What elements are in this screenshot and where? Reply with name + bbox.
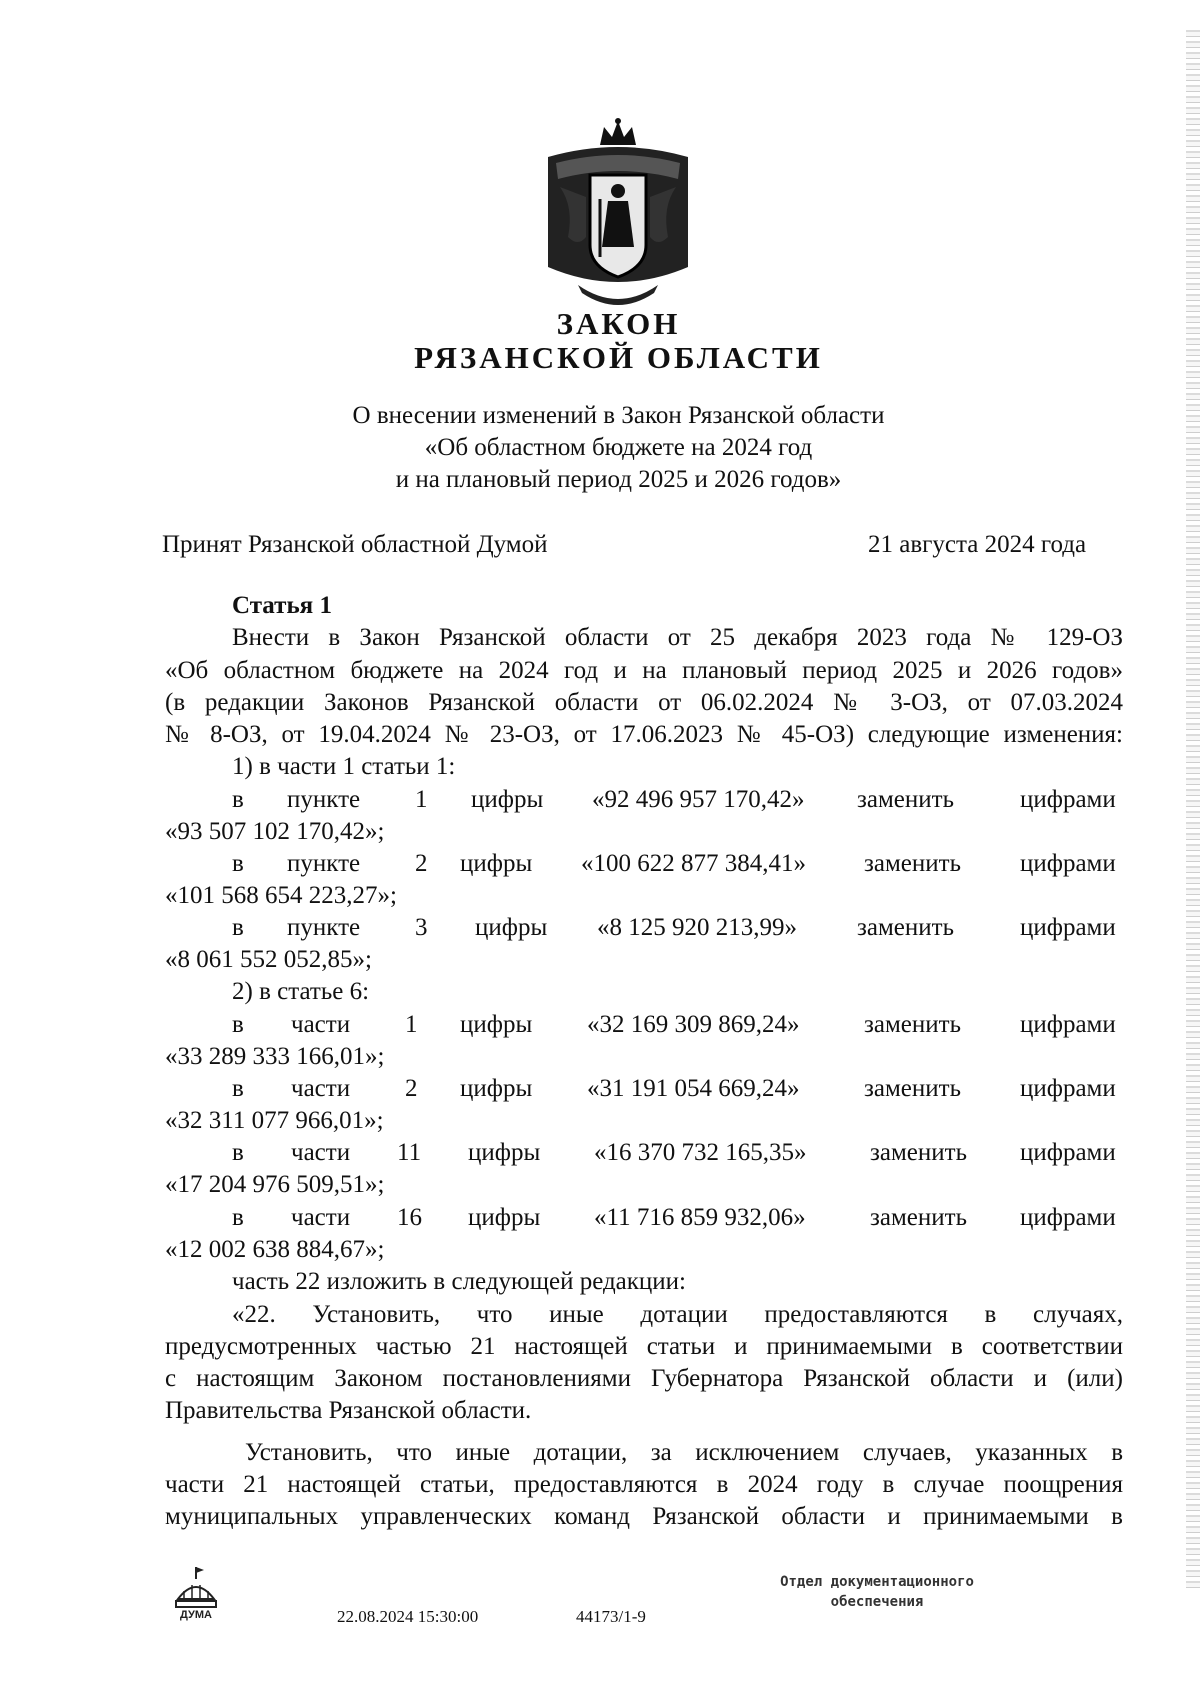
- old-value: «100 622 877 384,41»: [581, 850, 806, 877]
- change-word: в: [232, 850, 244, 877]
- change-word: цифрами: [1020, 1139, 1116, 1166]
- change-number: 3: [415, 914, 428, 941]
- change-word: заменить: [864, 1075, 961, 1102]
- change-word: части: [291, 1204, 351, 1231]
- change-word: цифры: [471, 786, 544, 813]
- scan-edge: [1186, 30, 1200, 1590]
- change-number: 1: [405, 1011, 418, 1038]
- item2-heading: 2) в статье 6:: [232, 978, 370, 1005]
- paragraph-line: муниципальных управленческих команд Рязанской области и принимаемыми в: [165, 1503, 1123, 1530]
- change-word: цифры: [460, 1011, 533, 1038]
- old-value: «31 191 054 669,24»: [587, 1075, 800, 1102]
- paragraph-line: Установить, что иные дотации, за исключением случаев, указанных в: [245, 1439, 1123, 1466]
- change-row: [165, 1074, 1123, 1104]
- change-word: в: [232, 786, 244, 813]
- change-number: 2: [415, 850, 428, 877]
- law-region-title: РЯЗАНСКОЙ ОБЛАСТИ: [414, 340, 823, 375]
- change-word: пункте: [287, 914, 361, 941]
- change-row: [165, 913, 1123, 943]
- change-number: 11: [397, 1139, 422, 1166]
- part22-heading: часть 22 изложить в следующей редакции:: [232, 1268, 687, 1295]
- paragraph-line: «22. Установить, что иные дотации предоставляются в случаях,: [232, 1301, 1123, 1328]
- stamp-line2: обеспечения: [830, 1594, 924, 1610]
- change-row: [165, 785, 1123, 815]
- change-word: части: [291, 1075, 351, 1102]
- change-word: заменить: [857, 914, 954, 941]
- change-row: [165, 1010, 1123, 1040]
- article-intro-line: (в редакции Законов Рязанской области от 06.02.2024 № 3-ОЗ, от 07.03.2024: [165, 689, 1123, 716]
- paragraph-line: с настоящим Законом постановлениями Губернатора Рязанской области и (или): [165, 1365, 1123, 1392]
- new-value: «101 568 654 223,27»;: [165, 882, 397, 909]
- change-word: пункте: [287, 786, 361, 813]
- stamp-line1: Отдел документационного: [780, 1574, 974, 1590]
- change-word: части: [291, 1011, 351, 1038]
- old-value: «11 716 859 932,06»: [594, 1204, 806, 1231]
- article-intro-line: «Об областном бюджете на 2024 год и на плановый период 2025 и 2026 годов»: [165, 657, 1123, 684]
- change-word: цифрами: [1020, 1204, 1116, 1231]
- change-word: цифрами: [1020, 1011, 1116, 1038]
- change-word: цифры: [460, 1075, 533, 1102]
- change-word: части: [291, 1139, 351, 1166]
- change-word: заменить: [870, 1139, 967, 1166]
- old-value: «32 169 309 869,24»: [587, 1011, 800, 1038]
- change-row: [165, 1203, 1123, 1233]
- change-word: цифрами: [1020, 850, 1116, 877]
- law-subject-line2: «Об областном бюджете на 2024 год: [424, 434, 813, 461]
- old-value: «16 370 732 165,35»: [594, 1139, 807, 1166]
- change-word: заменить: [857, 786, 954, 813]
- new-value: «33 289 333 166,01»;: [165, 1043, 385, 1070]
- paragraph-line: Правительства Рязанской области.: [165, 1397, 532, 1424]
- change-number: 1: [415, 786, 428, 813]
- adopted-date: 21 августа 2024 года: [868, 531, 1087, 558]
- new-value: «17 204 976 509,51»;: [165, 1171, 385, 1198]
- new-value: «32 311 077 966,01»;: [165, 1107, 384, 1134]
- article-intro-line: № 8-ОЗ, от 19.04.2024 № 23-ОЗ, от 17.06.2023 № 45-ОЗ) следующие изменения:: [165, 721, 1123, 748]
- change-word: в: [232, 1204, 244, 1231]
- change-word: в: [232, 1075, 244, 1102]
- change-row: [165, 849, 1123, 879]
- change-number: 16: [397, 1204, 422, 1231]
- change-number: 2: [405, 1075, 418, 1102]
- item1-heading: 1) в части 1 статьи 1:: [232, 753, 456, 780]
- duma-logo-text: ДУМА: [180, 1609, 212, 1621]
- duma-logo-icon: [170, 1565, 222, 1621]
- adopted-by: Принят Рязанской областной Думой: [162, 531, 548, 558]
- change-word: заменить: [864, 1011, 961, 1038]
- article-intro-line: Внести в Закон Рязанской области от 25 декабря 2023 года № 129-ОЗ: [232, 624, 1123, 651]
- change-word: цифрами: [1020, 786, 1116, 813]
- change-word: цифры: [468, 1139, 541, 1166]
- change-row: [165, 1138, 1123, 1168]
- law-subject-line3: и на плановый период 2025 и 2026 годов»: [395, 466, 842, 493]
- new-value: «12 002 638 884,67»;: [165, 1236, 385, 1263]
- article-heading: Статья 1: [232, 592, 332, 619]
- paragraph-line: предусмотренных частью 21 настоящей статьи и принимаемыми в соответствии: [165, 1333, 1123, 1360]
- change-word: цифрами: [1020, 914, 1116, 941]
- old-value: «92 496 957 170,42»: [592, 786, 805, 813]
- change-word: пункте: [287, 850, 361, 877]
- change-word: в: [232, 1011, 244, 1038]
- law-subject-line1: О внесении изменений в Закон Рязанской области: [352, 402, 885, 429]
- coat-of-arms-emblem: [538, 117, 698, 317]
- law-title: ЗАКОН: [556, 306, 681, 341]
- change-word: заменить: [864, 850, 961, 877]
- change-word: цифры: [475, 914, 548, 941]
- paragraph-line: части 21 настоящей статьи, предоставляются в 2024 году в случае поощрения: [165, 1471, 1123, 1498]
- new-value: «8 061 552 052,85»;: [165, 946, 372, 973]
- change-word: в: [232, 914, 244, 941]
- change-word: цифры: [468, 1204, 541, 1231]
- change-word: заменить: [870, 1204, 967, 1231]
- footer-doc-number: 44173/1-9: [576, 1607, 646, 1626]
- change-word: в: [232, 1139, 244, 1166]
- old-value: «8 125 920 213,99»: [597, 914, 797, 941]
- change-word: цифры: [460, 850, 533, 877]
- change-word: цифрами: [1020, 1075, 1116, 1102]
- footer-timestamp: 22.08.2024 15:30:00: [337, 1607, 479, 1626]
- new-value: «93 507 102 170,42»;: [165, 818, 385, 845]
